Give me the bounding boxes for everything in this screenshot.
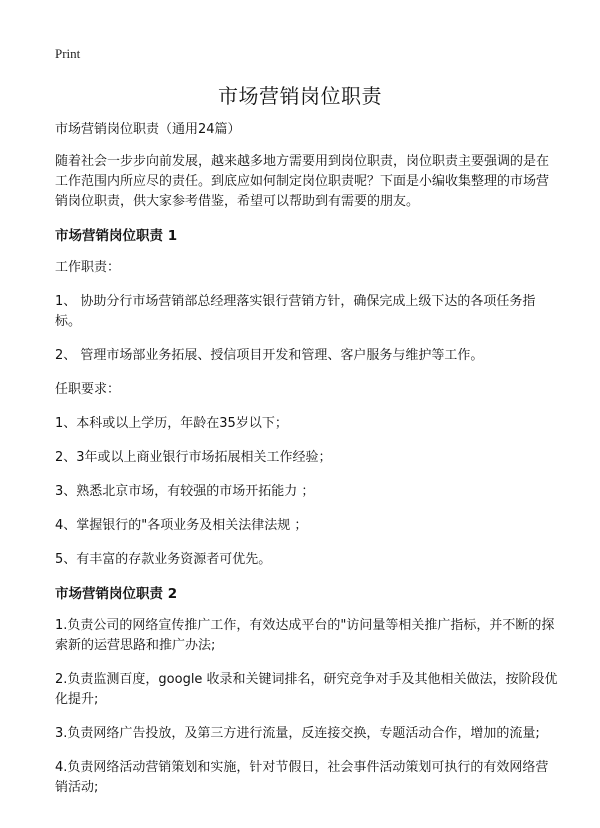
intro-paragraph: 随着社会一步步向前发展，越来越多地方需要用到岗位职责，岗位职责主要强调的是在工作范围内所应尽的责任。到底应如何制定岗位职责呢？下面是小编收集整理的市场营销岗位职责，供大家参考借鉴，希望可以帮助到有需要的朋友。 [55,154,550,209]
list-item: 4.负责网络活动营销策划和实施，针对节假日，社会事件活动策划可执行的有效网络营销活动; [55,760,549,795]
list-item: 2.负责监测百度，google 收录和关键词排名，研究竞争对手及其他相关做法，按阶段优化提升; [55,672,558,707]
print-link[interactable]: Print [55,46,81,61]
requirement-item: 4、掌握银行的"各项业务及相关法律法规 ； [55,518,308,533]
requirements-label: 任职要求： [55,382,121,397]
list-item: 1.负责公司的网络宣传推广工作，有效达成平台的"访问量等相关推广指标，并不断的探索新的运营思路和推广办法; [55,618,555,653]
requirement-item: 5、有丰富的存款业务资源者可优先。 [55,552,272,567]
duty-item: 1、 协助分行市场营销部总经理落实银行营销方针，确保完成上级下达的各项任务指标。 [55,294,536,329]
document-body [55,120,560,812]
duty-item: 2、 管理市场部业务拓展、授信项目开发和管理、客户服务与维护等工作。 [55,348,484,363]
requirement-item: 2、3年或以上商业银行市场拓展相关工作经验； [55,450,332,465]
page-title: 市场营销岗位职责 [218,84,382,108]
section-heading-2: 市场营销岗位职责 2 [55,586,178,602]
list-item: 3.负责网络广告投放，及第三方进行流量，反连接交换，专题活动合作，增加的流量; [55,726,540,741]
document-subtitle: 市场营销岗位职责（通用24篇） [55,122,241,137]
requirement-item: 1、本科或以上学历，年龄在35岁以下； [55,416,288,431]
requirement-item: 3、熟悉北京市场，有较强的市场开拓能力 ； [55,484,315,499]
section-heading-1: 市场营销岗位职责 1 [55,228,178,244]
duties-label: 工作职责： [55,260,121,275]
